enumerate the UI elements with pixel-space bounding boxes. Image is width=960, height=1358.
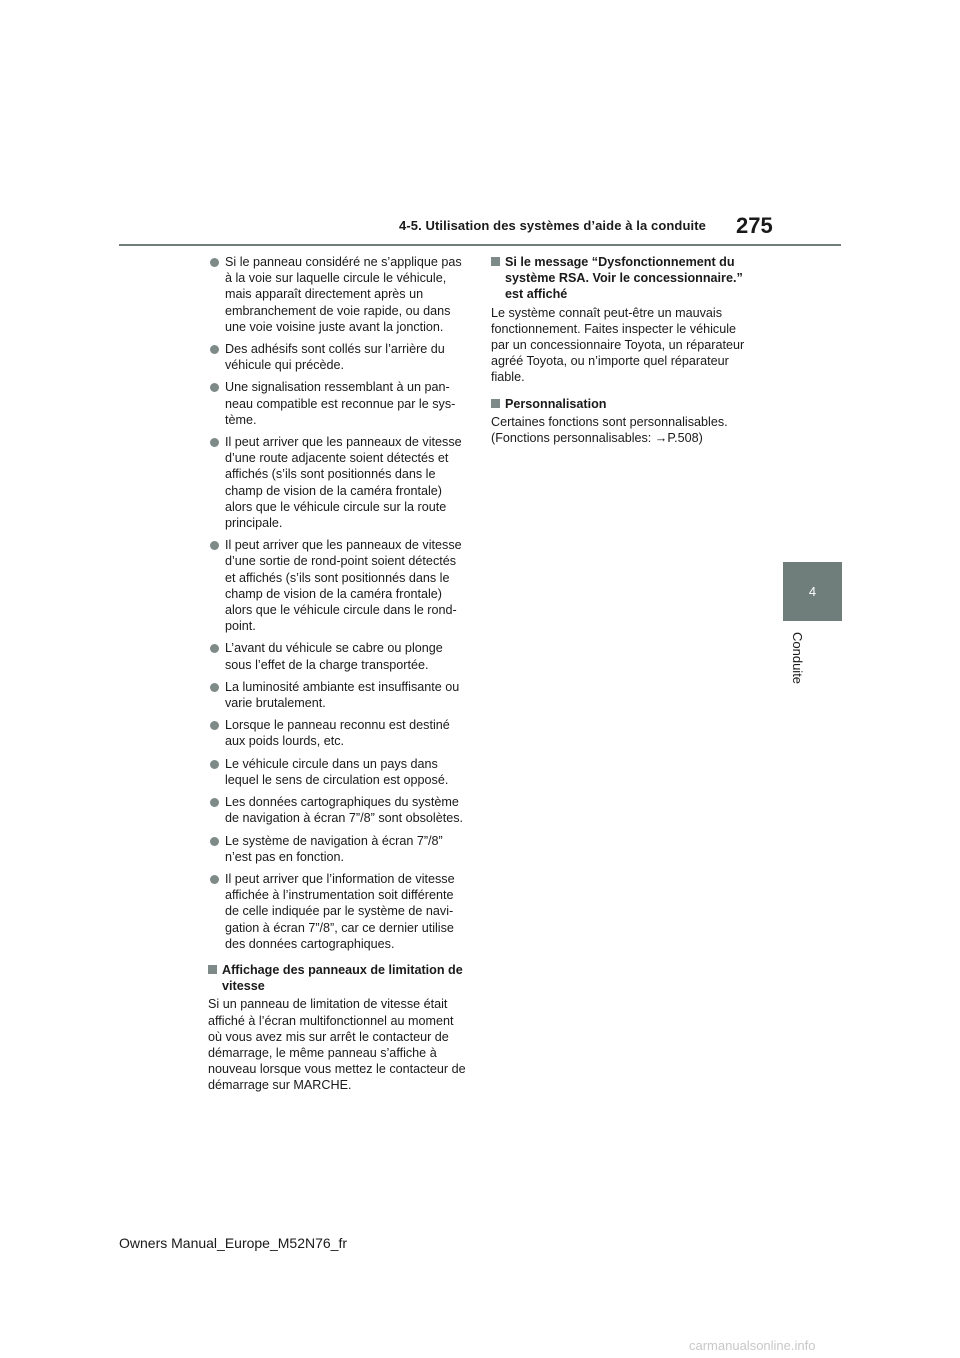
square-bullet-icon <box>491 399 500 408</box>
list-item: Les données cartographiques du système de navigation à écran 7”/8” sont obsolètes. <box>208 794 470 826</box>
bullet-icon <box>210 683 219 692</box>
list-item: Si le panneau considéré ne s’applique pas à la voie sur laquelle circule le véhicule, mais apparaît directement après un embranchement de voie rapide, ou dans une voie voisine juste avant la jonction. <box>208 254 470 335</box>
customization-body: Certaines fonctions sont personnalisables. (Fonctions personnalisables: →P.508) <box>491 414 728 446</box>
list-item: Le système de navigation à écran 7”/8” n’est pas en fonction. <box>208 833 470 865</box>
chapter-tab[interactable] <box>783 562 842 621</box>
bullet-icon <box>210 383 219 392</box>
left-column <box>208 254 470 1100</box>
square-bullet-icon <box>208 965 217 974</box>
list-item: L’avant du véhicule se cabre ou plonge sous l’effet de la charge transportée. <box>208 640 470 672</box>
list-item: Il peut arriver que l’information de vitesse affichée à l’instrumentation soit différente de celle indiquée par le système de navi-gation à écran 7”/8”, car ce dernier utilise des données cartographiques. <box>208 871 470 952</box>
page-number: 275 <box>736 213 773 238</box>
chapter-label: Conduite <box>790 632 805 685</box>
bullet-icon <box>210 760 219 769</box>
square-bullet-icon <box>491 257 500 266</box>
list-item: Une signalisation ressemblant à un pan-neau compatible est reconnue par le sys-tème. <box>208 379 470 428</box>
list-item: Lorsque le panneau reconnu est destiné aux poids lourds, etc. <box>208 717 470 749</box>
bullet-icon <box>210 345 219 354</box>
list-item: Il peut arriver que les panneaux de vitesse d’une sortie de rond-point soient détectés et affichés (s’ils sont positionnés dans le champ de vision de la caméra frontale) alors que le véhicule circule dans le rond-point. <box>208 537 470 634</box>
section-heading: Affichage des panneaux de limitation de vitesse <box>208 962 470 994</box>
malfunction-body: Le système connaît peut-être un mauvais fonctionnement. Faites inspecter le véhicule par un concessionnaire Toyota, un réparateur agréé Toyota, ou n’importe quel réparateur fiable. <box>491 305 745 385</box>
bullet-icon <box>210 798 219 807</box>
right-column <box>491 254 753 452</box>
bullet-icon <box>210 644 219 653</box>
list-item: Il peut arriver que les panneaux de vitesse d’une route adjacente soient détectés et affichés (s’ils sont positionnés dans le champ de vision de la caméra frontale) alors que le véhicule circule sur la route principale. <box>208 434 470 531</box>
bullet-icon <box>210 541 219 550</box>
malfunction-heading: Si le message “Dysfonctionnement du système RSA. Voir le concessionnaire.” est affiché <box>491 254 753 303</box>
section-title: 4-5. Utilisation des systèmes d’aide à la conduite <box>399 218 706 233</box>
watermark: carmanualsonline.info <box>689 1338 816 1353</box>
header-rule <box>119 244 841 246</box>
chapter-number: 4 <box>808 584 817 599</box>
section-body: Si un panneau de limitation de vitesse était affiché à l’écran multifonctionnel au moment où vous avez mis sur arrêt le contacteur de démarrage, le même panneau s’affiche à nouveau lorsque vous mettez le contacteur de démarrage sur MARCHE. <box>208 997 466 1093</box>
footer-document-name: Owners Manual_Europe_M52N76_fr <box>119 1235 348 1251</box>
bullet-icon <box>210 258 219 267</box>
list-item: La luminosité ambiante est insuffisante ou varie brutalement. <box>208 679 470 711</box>
bullet-icon <box>210 438 219 447</box>
list-item: Des adhésifs sont collés sur l’arrière du véhicule qui précède. <box>208 341 470 373</box>
customization-heading: Personnalisation <box>491 396 753 412</box>
bullet-icon <box>210 875 219 884</box>
list-item: Le véhicule circule dans un pays dans lequel le sens de circulation est opposé. <box>208 756 470 788</box>
chapter-side-label <box>787 632 807 692</box>
bullet-icon <box>210 837 219 846</box>
bullet-icon <box>210 721 219 730</box>
